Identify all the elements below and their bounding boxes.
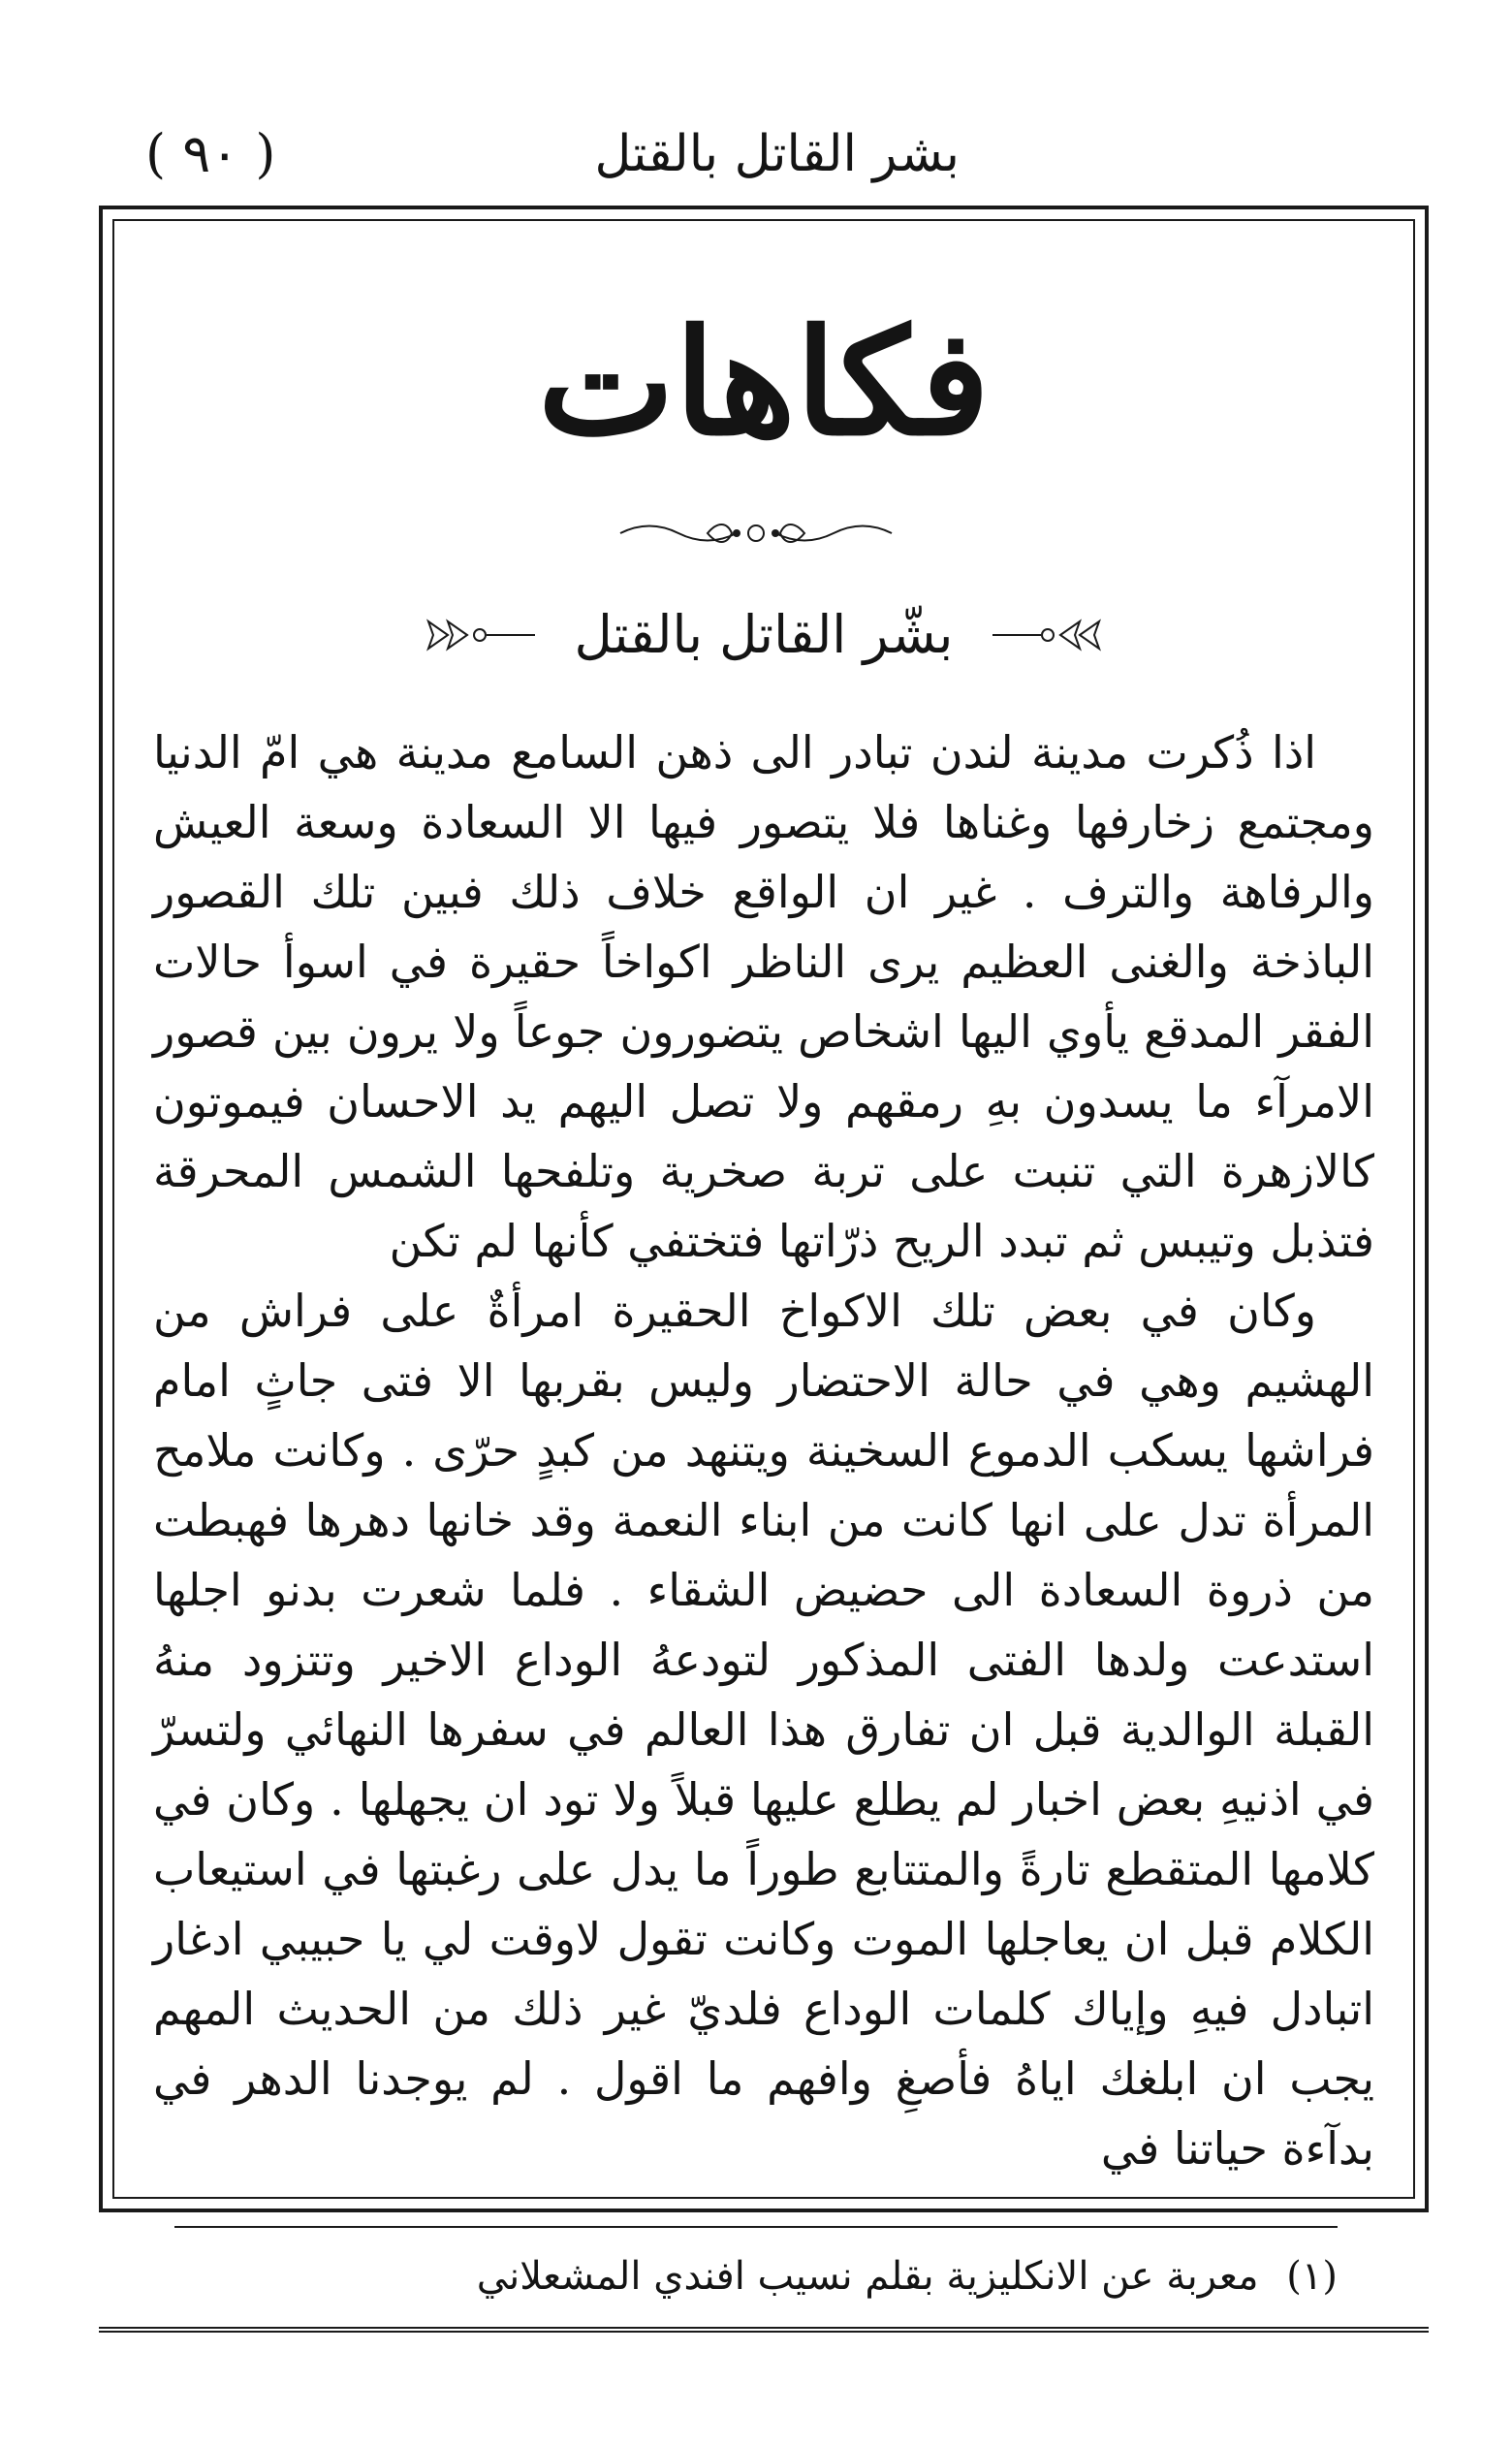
paragraph: وكان في بعض تلك الاكواخ الحقيرة امرأةٌ على فراش من الهشيم وهي في حالة الاحتضار وليس بقربها الا فتى جاثٍ امام فراشها يسكب الدموع السخينة ويتنهد من كبدٍ حرّى . وكانت ملامح المرأة تدل على انها كانت من ابناء النعمة وقد خانها دهرها فهبطت من ذروة السعادة الى حضيض الشقاء . فلما شعرت بدنو اجلها استدعت ولدها الفتى المذكور لتودعهُ الوداع الاخير وتتزود منهُ القبلة الوالدية قبل ان تفارق هذا العالم في سفرها النهائي ولتسرّ في اذنيهِ بعض اخبار لم يطلع عليها قبلاً ولا تود ان يجهلها . وكان في كلامها المتقطع تارةً والمتتابع طوراً ما يدل على رغبتها في استيعاب الكلام قبل ان يعاجلها الموت وكانت تقول لاوقت لي يا حبيبي ادغار اتبادل فيهِ وإياك كلمات الوداع فلديّ غير ذلك من الحديث المهم يجب ان ابلغك اياهُ فأصغِ وافهم ما اقول . لم يوجدنا الدهر في بدآءة حياتنا في [153, 1285, 1374, 2175]
subtitle: بشّر القاتل بالقتل [574, 604, 954, 665]
footnote-divider [174, 2226, 1338, 2228]
footnote-marker: (١) [1286, 2254, 1338, 2299]
section-heading: فكاهات [537, 298, 991, 468]
subtitle-ornament-right-icon [988, 616, 1114, 654]
page-number: ( ٩٠ ) [145, 123, 276, 184]
running-title: بشر القاتل بالقتل [594, 125, 960, 183]
body-text [153, 717, 1374, 2183]
footnote-text: معربة عن الانكليزية بقلم نسيب افندي المشعلاني [476, 2254, 1259, 2299]
ornament-divider-icon [611, 514, 901, 553]
page-bottom-rule [99, 2327, 1429, 2333]
paragraph: اذا ذُكرت مدينة لندن تبادر الى ذهن السامع مدينة هي امّ الدنيا ومجتمع زخارفها وغناها فلا يتصور فيها الا السعادة وسعة العيش والرفاهة والترف . غير ان الواقع خلاف ذلك فبين تلك القصور الباذخة والغنى العظيم يرى الناظر اكواخاً حقيرة في اسوأ حالات الفقر المدقع يأوي اليها اشخاص يتضورون جوعاً ولا يرون بين قصور الامرآء ما يسدون بهِ رمقهم ولا تصل اليهم يد الاحسان فيموتون كالازهرة التي تنبت على تربة صخرية وتلفحها الشمس المحرقة فتذبل وتيبس ثم تبدد الريح ذرّاتها فتختفي كأنها لم تكن [153, 726, 1374, 1267]
subtitle-row [112, 582, 1415, 688]
footnote [174, 2247, 1338, 2305]
subtitle-ornament-left-icon [414, 616, 540, 654]
running-header [145, 114, 1367, 192]
